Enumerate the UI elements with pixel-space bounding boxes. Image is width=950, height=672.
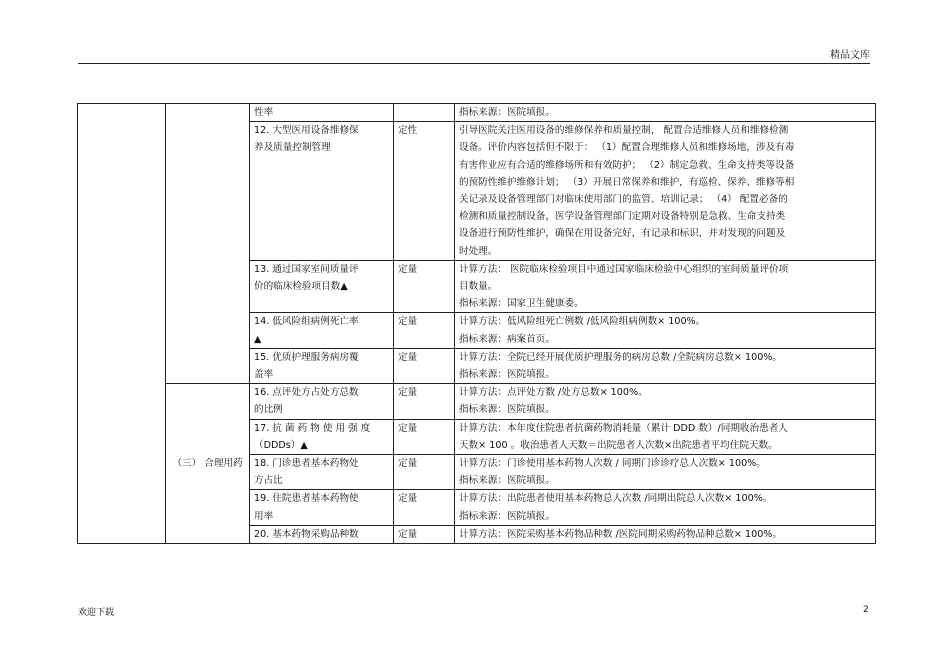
indicator-name: 14. 低风险组病例死亡率 ▲ <box>250 313 394 348</box>
level2-cell <box>166 104 250 384</box>
indicator-desc: 计算方法：本年度住院患者抗菌药物消耗量（累计 DDD 数）/同期收治患者人 天数× 100 。收治患者人天数＝出院患者人次数×出院患者平均住院天数。 <box>455 419 876 454</box>
indicator-desc: 引导医院关注医用设备的维修保养和质量控制， 配置合适维修人员和维修检测 设备。评价内容包括但不限于： （1）配置合理维修人员和维修场地，涉及有毒 有害作业应有合适的维修场所和有效防护； （2）制定急救、生命支持类等设备 的预防性维护维修计划； （3）开展日常保养和维护，有巡检、保养、维修等相 关记录及设备管理部门对临床使用部门的监管、培训记录； （4） 配置必备的 检测和质量控制设备，医学设备管理部门定期对设备特别是急救、生命支持类 设备进行预防性维护，确保在用设备完好，有记录和标识，并对发现的问题及 时处理。 <box>455 122 876 261</box>
indicator-name: 13. 通过国家室间质量评 价的临床检验项目数▲ <box>250 260 394 313</box>
indicator-desc: 计算方法：点评处方数 /处方总数× 100%。 指标来源：医院填报。 <box>455 384 876 419</box>
indicator-desc: 指标来源：医院填报。 <box>455 104 876 122</box>
header-rule <box>78 63 870 64</box>
indicator-desc: 计算方法：出院患者使用基本药物总人次数 /同期出院总人次数× 100%。 指标来源：医院填报。 <box>455 490 876 525</box>
category-cell: （三） 合理用药 <box>166 384 250 544</box>
indicator-type: 定量 <box>394 313 455 348</box>
level1-cell <box>78 104 166 544</box>
footer-welcome: 欢迎下载 <box>78 608 115 618</box>
page-number: 2 <box>863 605 869 615</box>
indicator-type: 定性 <box>394 122 455 261</box>
indicator-desc: 计算方法：医院采购基本药物品种数 /医院同期采购药物品种总数× 100%。 <box>455 525 876 543</box>
indicator-type: 定量 <box>394 260 455 313</box>
indicator-name: 20. 基本药物采购品种数 <box>250 525 394 543</box>
indicator-type: 定量 <box>394 490 455 525</box>
indicator-name: 性率 <box>250 104 394 122</box>
indicator-desc: 计算方法：低风险组死亡例数 /低风险组病例数× 100%。 指标来源：病案首页。 <box>455 313 876 348</box>
table-row <box>78 384 876 419</box>
indicator-desc: 计算方法：全院已经开展优质护理服务的病房总数 /全院病房总数× 100%。 指标来源：医院填报。 <box>455 348 876 383</box>
indicator-desc: 计算方法：门诊使用基本药物人次数 / 同期门诊诊疗总人次数× 100%。 指标来源：医院填报。 <box>455 455 876 490</box>
header-brand: 精品文库 <box>830 50 870 61</box>
indicator-name: 12. 大型医用设备维修保 养及质量控制管理 <box>250 122 394 261</box>
indicator-type: 定量 <box>394 455 455 490</box>
indicator-name: 19. 住院患者基本药物使 用率 <box>250 490 394 525</box>
indicator-type: 定量 <box>394 348 455 383</box>
indicator-type: 定量 <box>394 419 455 454</box>
indicator-name: 16. 点评处方占处方总数 的比例 <box>250 384 394 419</box>
indicator-name: 17. 抗 菌 药 物 使 用 强 度 （DDDs）▲ <box>250 419 394 454</box>
indicator-desc: 计算方法： 医院临床检验项目中通过国家临床检验中心组织的室间质量评价项 目数量。 指标来源：国家卫生健康委。 <box>455 260 876 313</box>
indicator-type <box>394 104 455 122</box>
indicator-table <box>77 103 876 544</box>
indicator-name: 18. 门诊患者基本药物处 方占比 <box>250 455 394 490</box>
indicator-type: 定量 <box>394 525 455 543</box>
table-row <box>78 104 876 122</box>
indicator-type: 定量 <box>394 384 455 419</box>
indicator-name: 15. 优质护理服务病房覆 盖率 <box>250 348 394 383</box>
